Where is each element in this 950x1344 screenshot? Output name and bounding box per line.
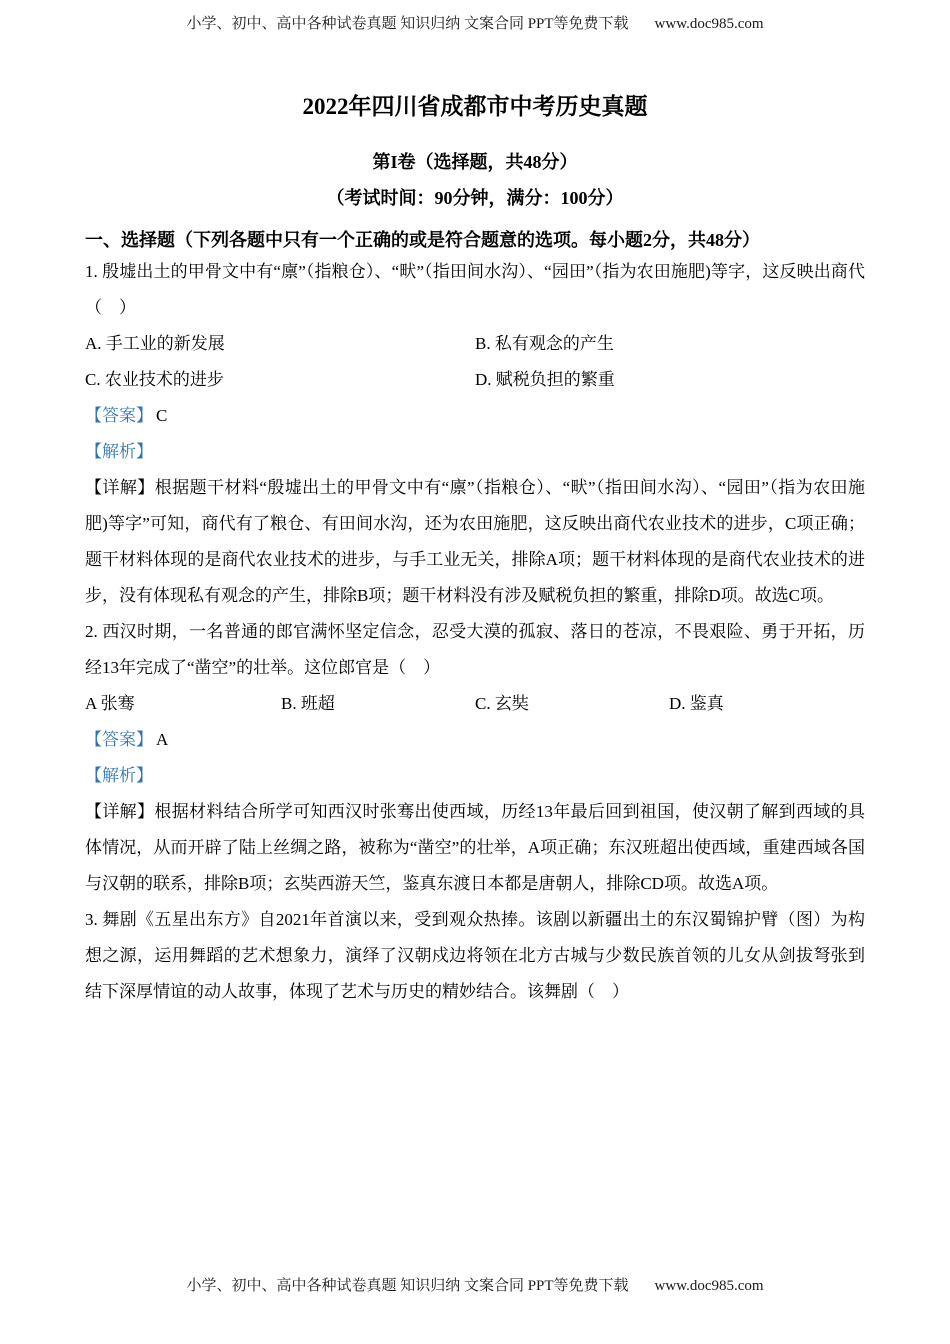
question-1-answer-line	[85, 398, 865, 434]
question-1-option-c: C. 农业技术的进步	[85, 370, 224, 389]
footer-site-url: www.doc985.com	[654, 1278, 764, 1294]
question-1-option-d: D. 赋税负担的繁重	[475, 370, 615, 389]
question-2-options	[85, 686, 865, 722]
volume-subtitle: 第I卷（选择题，共48分）	[372, 152, 578, 172]
question-2-analysis-line	[85, 758, 865, 794]
analysis-label: 【解析】	[85, 766, 153, 785]
question-2-stem: 2. 西汉时期，一名普通的郎官满怀坚定信念，忍受大漠的孤寂、落日的苍凉，不畏艰险、勇于开拓，历经13年完成了“凿空”的壮举。这位郎官是（ ）	[85, 622, 865, 677]
document-content	[85, 90, 865, 1010]
question-2-option-a: A 张骞	[85, 694, 135, 713]
page-title: 2022年四川省成都市中考历史真题	[302, 94, 648, 119]
question-2-answer-line	[85, 722, 865, 758]
header-site-url: www.doc985.com	[654, 16, 764, 32]
question-2-detail	[85, 794, 865, 902]
detail-label: 【详解】	[85, 478, 155, 497]
question-2-option-d: D. 鉴真	[669, 694, 724, 713]
page-header	[0, 12, 950, 33]
question-1-stem: 1. 殷墟出土的甲骨文中有“廪”（指粮仓）、“畎”（指田间水沟）、“园田”（指为农田施肥)等字，这反映出商代（ ）	[85, 262, 865, 317]
answer-label: 【答案】	[85, 406, 153, 425]
header-promo-text: 小学、初中、高中各种试卷真题 知识归纳 文案合同 PPT等免费下载	[186, 16, 629, 32]
answer-label: 【答案】	[85, 730, 153, 749]
question-2-detail-text: 根据材料结合所学可知西汉时张骞出使西域，历经13年最后回到祖国，使汉朝了解到西域的具体情况，从而开辟了陆上丝绸之路，被称为“凿空”的壮举，A项正确；东汉班超出使西域，重建西域各国与汉朝的联系，排除B项；玄奘西游天竺，鉴真东渡日本都是唐朝人，排除CD项。故选A项。	[85, 802, 866, 893]
detail-label: 【详解】	[85, 802, 155, 821]
question-1-options	[85, 326, 865, 398]
page-footer	[0, 1274, 950, 1295]
question-1-option-b: B. 私有观念的产生	[475, 334, 614, 353]
question-1-detail	[85, 470, 865, 614]
question-1-answer: C	[156, 406, 168, 425]
question-2-option-b: B. 班超	[281, 694, 335, 713]
footer-promo-text: 小学、初中、高中各种试卷真题 知识归纳 文案合同 PPT等免费下载	[186, 1278, 629, 1294]
exam-info-line: （考试时间：90分钟，满分：100分）	[326, 188, 624, 208]
section-heading: 一、选择题（下列各题中只有一个正确的或是符合题意的选项。每小题2分，共48分）	[85, 230, 760, 250]
question-1-option-a: A. 手工业的新发展	[85, 334, 225, 353]
question-2-option-c: C. 玄奘	[475, 694, 529, 713]
question-3-stem: 3. 舞剧《五星出东方》自2021年首演以来，受到观众热捧。该剧以新疆出土的东汉蜀锦护臂（图）为构想之源，运用舞蹈的艺术想象力，演绎了汉朝戍边将领在北方古城与少数民族首领的儿女从剑拔弩张到结下深厚情谊的动人故事，体现了艺术与历史的精妙结合。该舞剧（ ）	[85, 910, 865, 1001]
question-1-detail-text: 根据题干材料“殷墟出土的甲骨文中有“廪”（指粮仓）、“畎”（指田间水沟）、“园田”（指为农田施肥)等字”可知，商代有了粮仓、有田间水沟，还为农田施肥，这反映出商代农业技术的进步，C项正确；题干材料体现的是商代农业技术的进步，与手工业无关，排除A项；题干材料体现的是商代农业技术的进步，没有体现私有观念的产生，排除B项；题干材料没有涉及赋税负担的繁重，排除D项。故选C项。	[85, 478, 865, 605]
question-2-answer: A	[156, 730, 169, 749]
analysis-label: 【解析】	[85, 442, 153, 461]
question-1-analysis-line	[85, 434, 865, 470]
